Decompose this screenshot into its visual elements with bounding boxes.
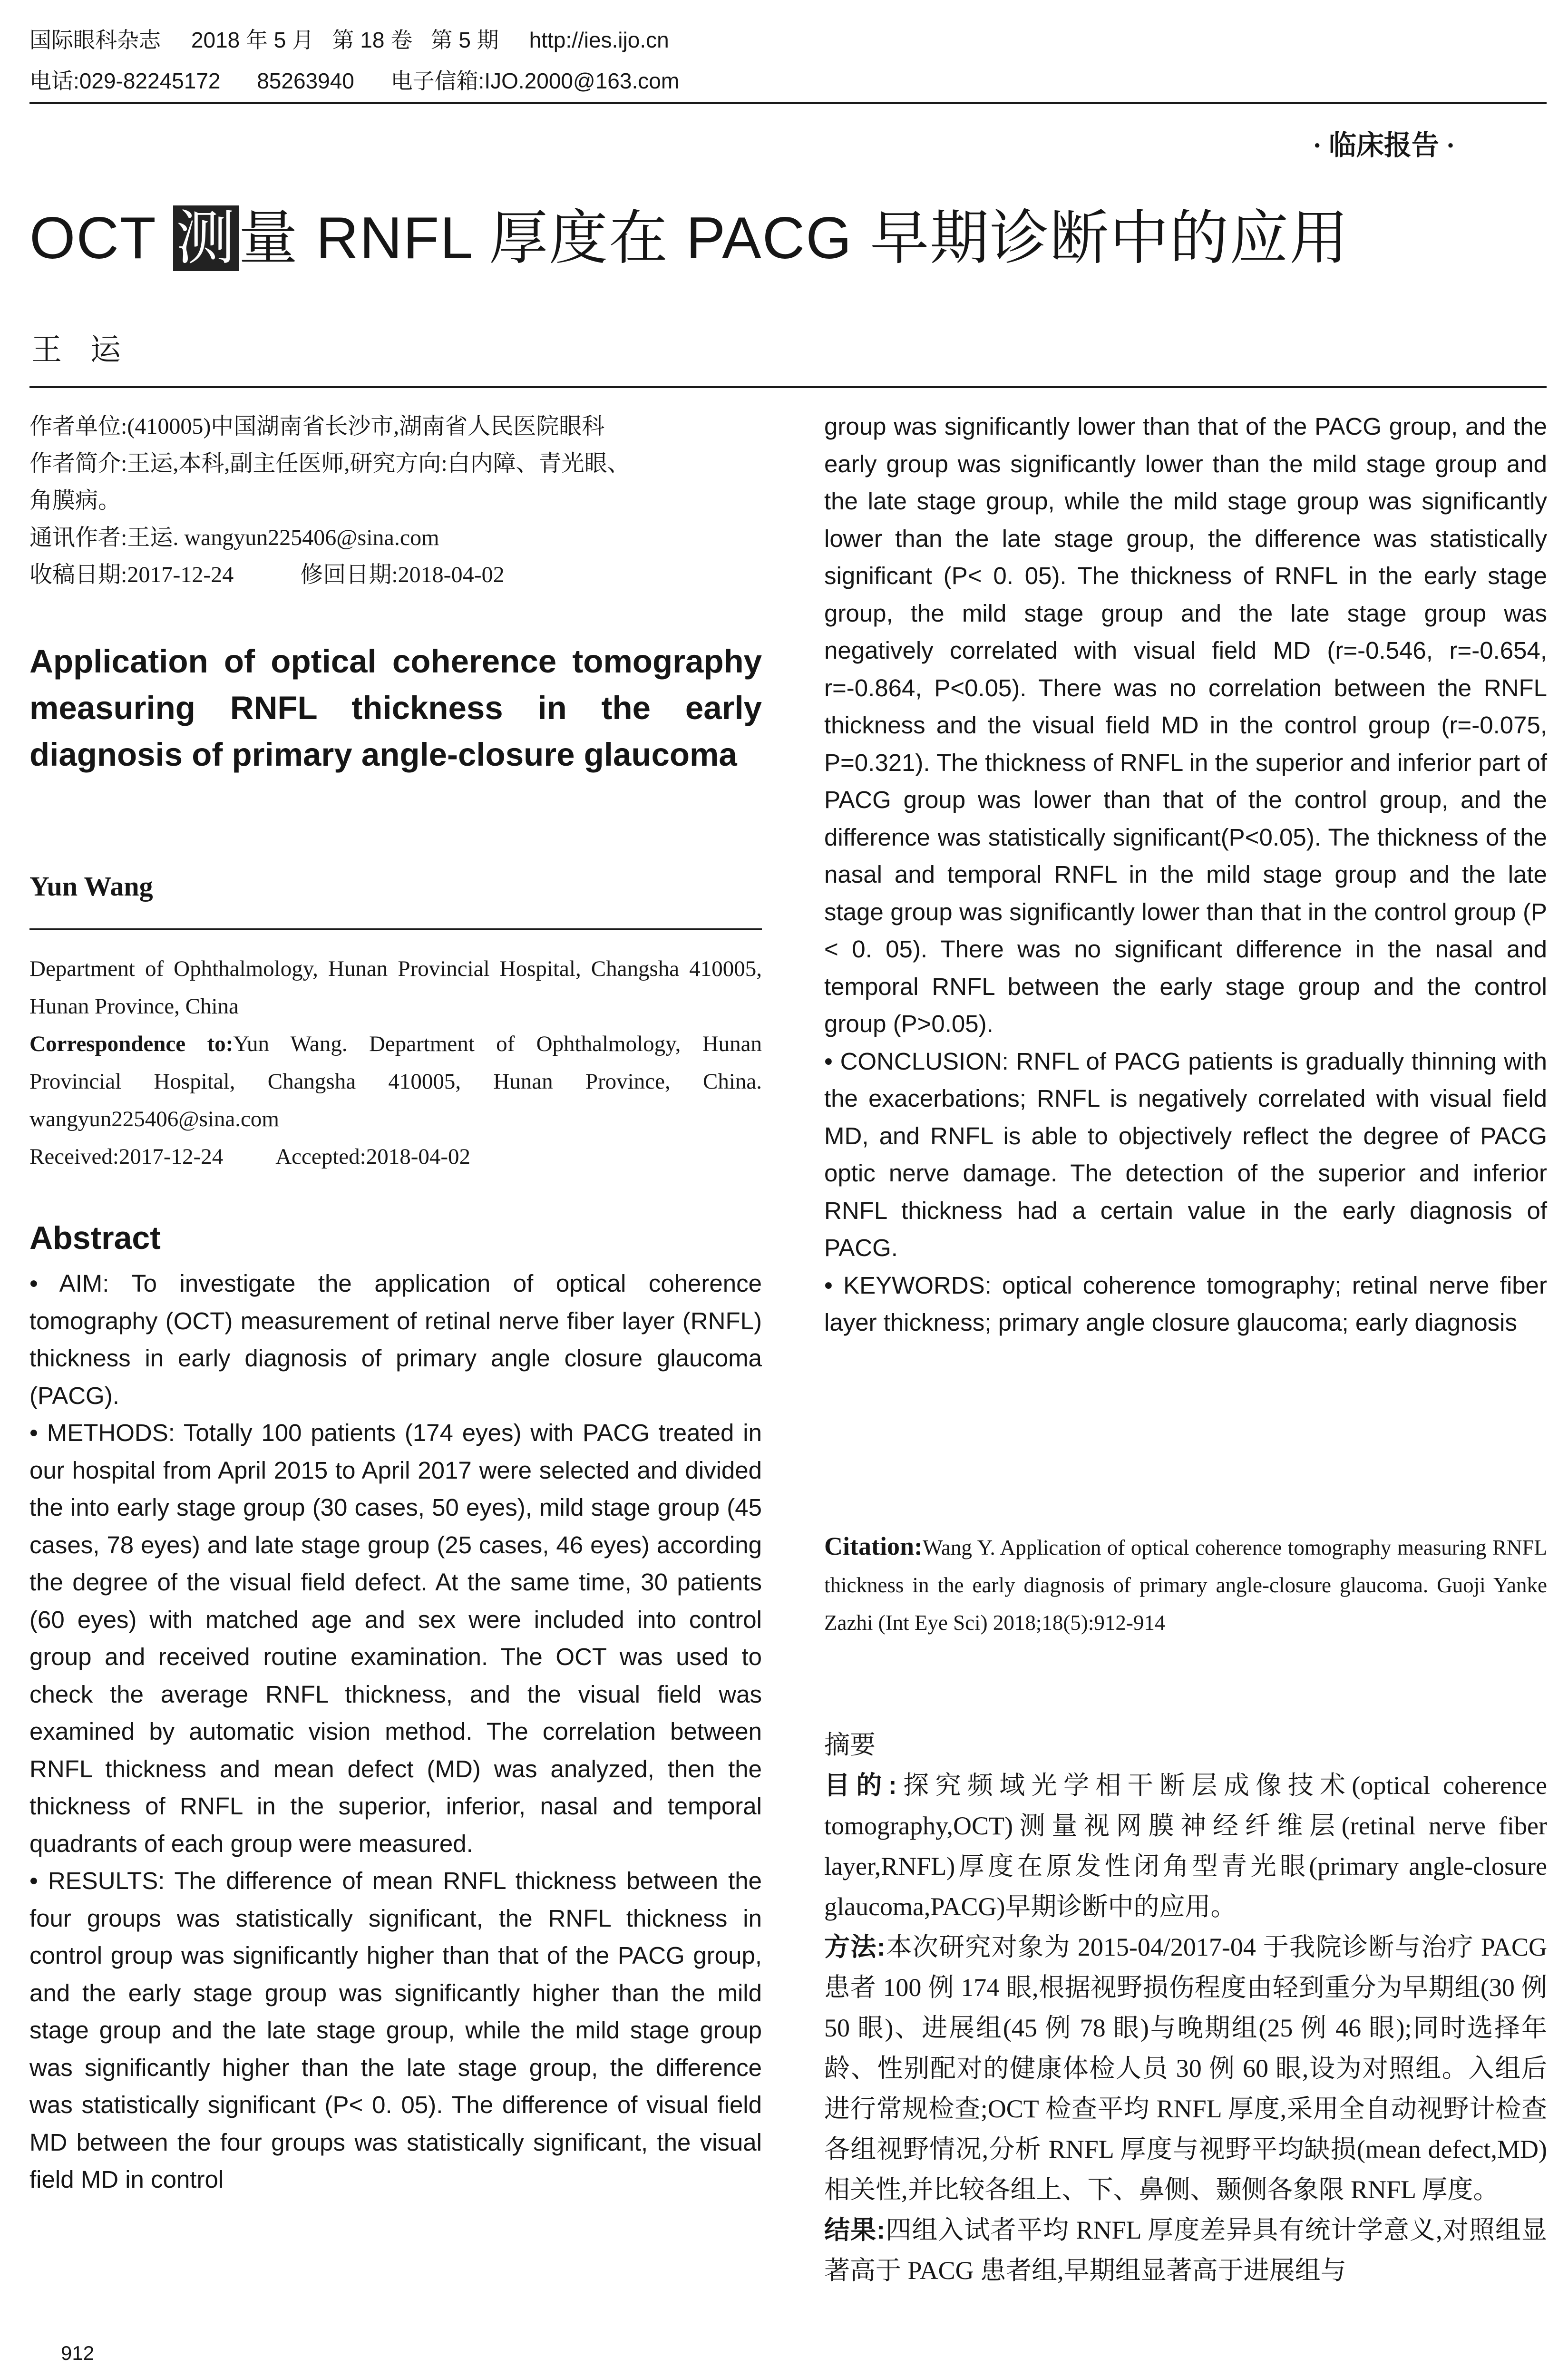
corresponding-author: 通讯作者:王运. wangyun225406@sina.com [29,525,439,550]
abstract-keywords: • KEYWORDS: optical coherence tomography; retinal nerve fiber layer thickness; primary angle closure glaucoma; early diagnosis [824,1271,1547,1336]
title-en: Application of optical coherence tomography measuring RNFL thickness in the early diagnosis of primary angle-closure glaucoma [29,643,762,773]
abstract-cn-aim-text: 探究频域光学相干断层成像技术(optical coherence tomography,OCT)测量视网膜神经纤维层(retinal nerve fiber layer,RNFL)厚度在原发性闭角型青光眼(primary angle-closure glaucoma,PACG)早期诊断中的应用。 [824,1771,1547,1921]
abstract-methods: • METHODS: Totally 100 patients (174 eyes) with PACG treated in our hospital from April 2015 to April 2017 were selected and divided the into early stage group (30 cases, 50 eyes), mild stage group (45 cases, 78 eyes) and late stage group (25 cases, 46 eyes) according the degree of the visual field defect. At the same time, 30 patients (60 eyes) with matched age and sex were included into control group and received routine examination. The OCT was used to check the average RNFL thickness, and the visual field was examined by automatic vision method. The correlation between RNFL thickness and mean defect (MD) was analyzed, then the thickness of RNFL in the superior, inferior, nasal and temporal quadrants of each group were measured. [29,1419,762,1857]
dates-cn [29,556,762,594]
journal-url[interactable]: http://ies.ijo.cn [529,28,669,52]
abstract-cn-heading: 摘要 [824,1731,876,1759]
abstract-cn-methods-text: 本次研究对象为 2015-04/2017-04 于我院诊断与治疗 PACG 患者 100 例 174 眼,根据视野损伤程度由轻到重分为早期组(30 例 50 眼)、进展组(45 例 78 眼)与晚期组(25 例 46 眼);同时选择年龄、性别配对的健康体检人员 30 例 60 眼,设为对照组。入组后进行常规检查;OCT 检查平均 RNFL 厚度,采用全自动视野计检查各组视野情况,分析 RNFL 厚度与视野平均缺损(mean defect,MD)相关性,并比较各组上、下、鼻侧、颞侧各象限 RNFL 厚度。 [824,1933,1547,2204]
correspondence-text: Yun Wang. Department of Ophthalmology, Hunan Provincial Hospital, Changsha 410005, Hunan Province, China. wangyun225406@sina.com [29,1032,762,1131]
issue-date: 2018 年 5 月 [191,28,314,52]
abstract-cn-results-label: 结果: [824,2216,886,2244]
citation-text: Wang Y. Application of optical coherence tomography measuring RNFL thickness in the early diagnosis of primary angle-closure glaucoma. Guoji Yanke Zazhi (Int Eye Sci) 2018;18(5):912-914 [824,1536,1547,1635]
received-date-cn: 收稿日期:2017-12-24 [29,562,234,587]
author-bio-cont: 角膜病。 [29,488,121,513]
telephone-2: 85263940 [257,68,354,93]
abstract-heading: Abstract [29,1220,161,1256]
author-rule [29,928,762,930]
abstract-results-cont: group was significantly lower than that of the PACG group, and the early group was significantly lower than the mild stage group and the late stage group, while the mild stage group was significantly lower than the late stage group, the difference was statistically significant (P< 0. 05). The thickness of RNFL in the early stage group, the mild stage group and the late stage group was negatively correlated with visual field MD (r=-0.546, r=-0.654, r=-0.864, P<0.05). There was no correlation between the RNFL thickness and the visual field MD in the control group (r=-0.075, P=0.321). The thickness of RNFL in the superior and inferior part of PACG group was lower than that of the control group, and the difference was statistically significant(P<0.05). The thickness of the nasal and temporal RNFL in the mild stage group and the late stage group was significantly lower than that in the control group (P < 0. 05). There was no significant difference in the nasal and temporal RNFL between the early stage group and the control group (P>0.05). [824,413,1547,1037]
abstract-left-column [29,1265,762,2199]
issue: 第 5 期 [430,28,499,52]
correspondence [29,1025,762,1138]
abstract-cn-aim-label: 目的: [824,1771,897,1800]
accepted-date-en: Accepted:2018-04-02 [275,1144,471,1169]
department: Department of Ophthalmology, Hunan Provincial Hospital, Changsha 410005, Hunan Province, China [29,956,762,1019]
volume: 第 18 卷 [332,28,413,52]
abstract-right-column [824,408,1547,1342]
author-en: Yun Wang [29,871,153,902]
abstract-results: • RESULTS: The difference of mean RNFL thickness between the four groups was statistically significant, the RNFL thickness in control group was significantly higher than that of the PACG group, and the early stage group was significantly higher than the mild stage group and the late stage group, while the mild stage group was significantly higher than the late stage group, the difference was statistically significant (P< 0. 05). The difference of visual field MD between the four groups was statistically significant, the visual field MD in control [29,1867,762,2193]
title-cn-part: OCT [29,205,173,271]
revised-date-cn: 修回日期:2018-04-02 [300,562,505,587]
abstract-aim: • AIM: To investigate the application of optical coherence tomography (OCT) measurement of retinal nerve fiber layer (RNFL) thickness in early diagnosis of primary angle closure glaucoma (PACG). [29,1270,762,1409]
abstract-cn-results [824,2210,1547,2291]
section-tag: · 临床报告 · [1313,130,1455,161]
abstract-cn-results-text: 四组入试者平均 RNFL 厚度差异具有统计学意义,对照组显著高于 PACG 患者组,早期组显著高于进展组与 [824,2216,1547,2285]
abstract-cn-body [824,1765,1547,2291]
author-bio: 作者简介:王运,本科,副主任医师,研究方向:白内障、青光眼、 [29,451,630,476]
telephone: 电话:029-82245172 [29,68,221,93]
citation [824,1528,1547,1642]
abstract-cn-methods-label: 方法: [824,1933,886,1961]
page-number: 912 [61,2342,95,2364]
dates-en [29,1138,762,1176]
author-unit: 作者单位:(410005)中国湖南省长沙市,湖南省人民医院眼科 [29,414,605,439]
title-cn-highlight: 测 [173,205,239,271]
correspondence-label: Correspondence to: [29,1032,234,1056]
affiliation-block [29,950,762,1176]
abstract-conclusion: • CONCLUSION: RNFL of PACG patients is gradually thinning with the exacerbations; RNFL is negatively correlated with visual field MD, and RNFL is able to objectively reflect the degree of PACG optic nerve damage. The detection of the superior and inferior RNFL thickness had a certain value in the early diagnosis of PACG. [824,1047,1547,1261]
journal-header-line1 [29,27,669,53]
author-cn: 王运 [31,333,149,367]
journal-name: 国际眼科杂志 [29,28,161,52]
citation-label: Citation: [824,1532,923,1560]
email[interactable]: 电子信箱:IJO.2000@163.com [390,68,680,93]
received-date-en: Received:2017-12-24 [29,1144,224,1169]
header-rule [29,102,1547,104]
title-rule [29,386,1547,388]
journal-header-line2 [29,68,679,94]
author-info-cn [29,408,762,594]
title-cn [29,203,1349,274]
title-cn-part: 量 RNFL 厚度在 PACG 早期诊断中的应用 [238,205,1350,271]
abstract-cn-methods [824,1927,1547,2210]
abstract-cn-aim [824,1765,1547,1927]
